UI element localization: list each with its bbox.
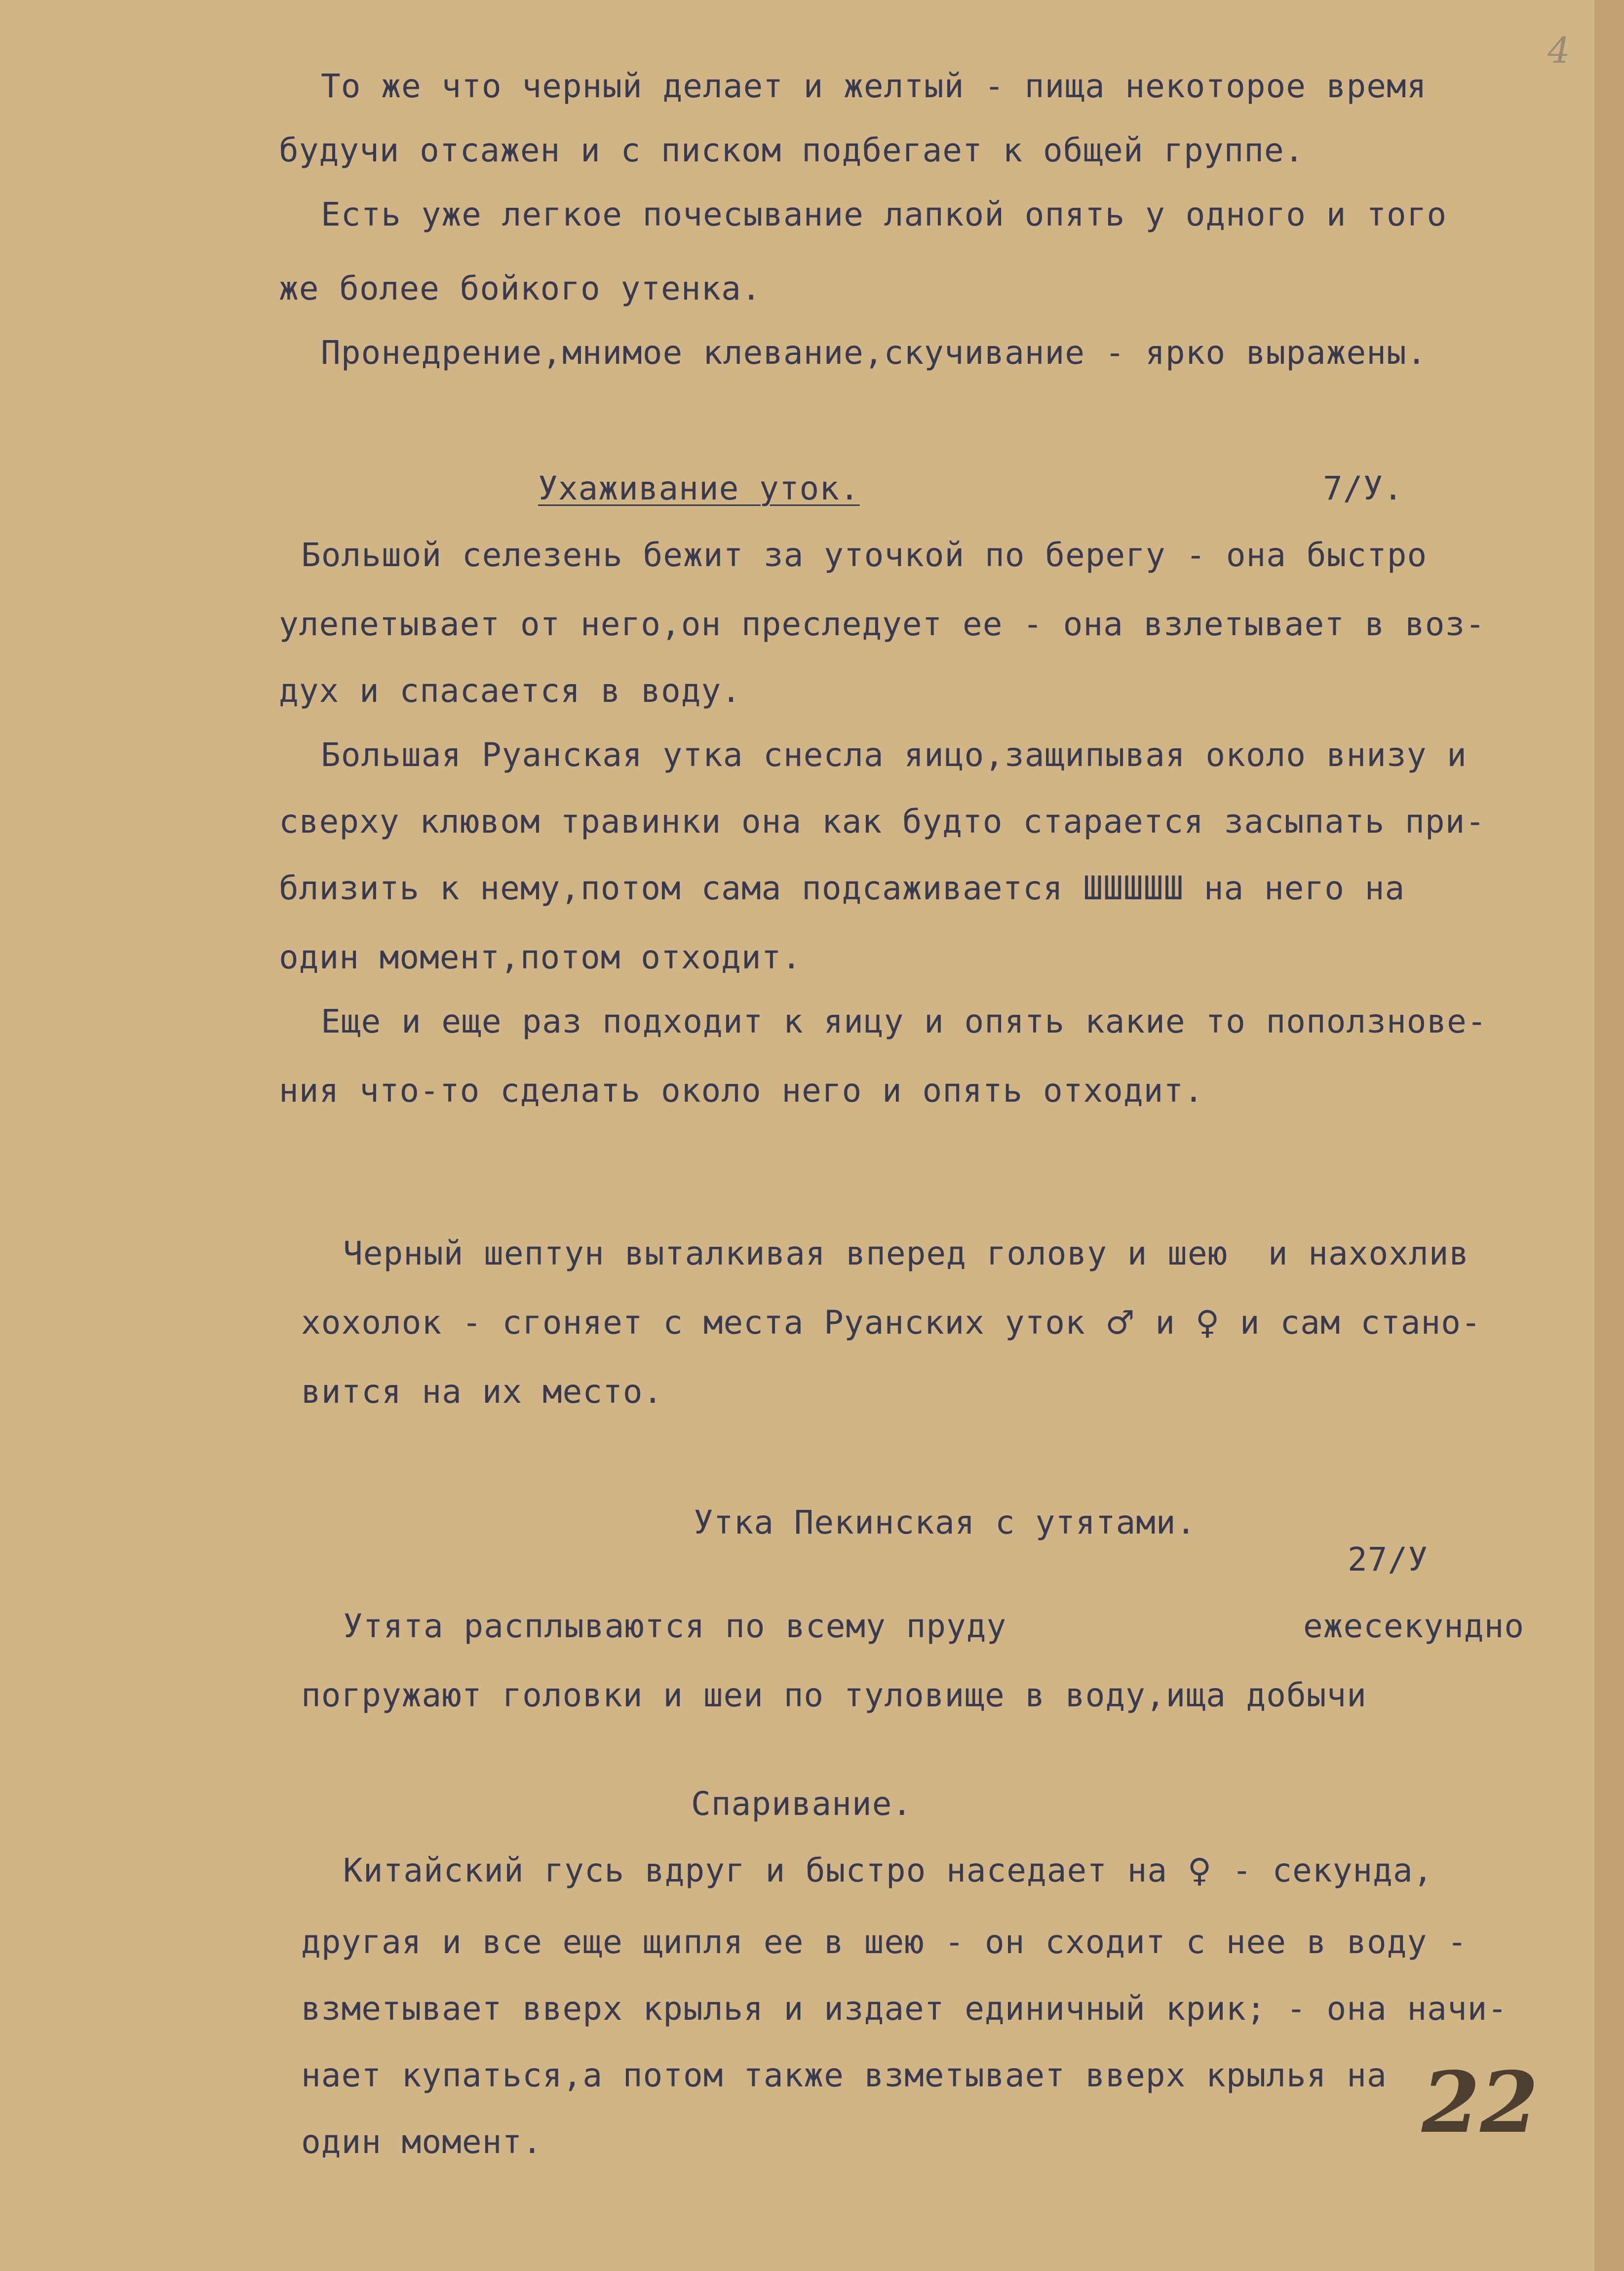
crested-line-2-text-a: хохолок - сгоняет с места Руанских уток bbox=[301, 1304, 1106, 1342]
sheet-number-handwritten: 22 bbox=[1422, 2053, 1539, 2152]
section-date-courtship: 7/У. bbox=[1323, 469, 1403, 507]
section-title-mating: Спаривание. bbox=[691, 1785, 913, 1823]
male-symbol: ♂ bbox=[1105, 1304, 1135, 1342]
intro-line-4: же более бойкого утенка. bbox=[279, 269, 762, 308]
intro-line-2: будучи отсажен и с писком подбегает к общей группе. bbox=[279, 131, 1305, 169]
mating-line-3: взметывает вверх крылья и издает единичный крик; - она начи- bbox=[301, 1990, 1508, 2028]
courtship-line-8: Еще и еще раз подходит к яицу и опять какие то поползнове- bbox=[321, 1002, 1487, 1040]
intro-line-5: Пронедрение,мнимое клевание,скучивание - ярко выражены. bbox=[321, 334, 1427, 372]
crested-line-3: вится на их место. bbox=[301, 1373, 663, 1411]
female-symbol-mating: ♀ bbox=[1187, 1851, 1212, 1889]
crested-line-1: Черный шептун выталкивая вперед голову и шею и нахохлив bbox=[343, 1234, 1469, 1272]
courtship-line-6: близить к нему,потом сама подсаживается ШШШШШ на него на bbox=[279, 869, 1405, 907]
mating-line-2: другая и все еще щипля ее в шею - он сходит с нее в воду - bbox=[301, 1923, 1468, 1961]
page-number-corner: 4 bbox=[1547, 30, 1570, 71]
mating-line-1 bbox=[343, 1851, 1433, 1890]
crested-line-2-text-c: и сам стано- bbox=[1220, 1304, 1481, 1342]
section-title-pekin: Утка Пекинская с утятами. bbox=[694, 1503, 1197, 1541]
crested-line-2 bbox=[301, 1303, 1481, 1343]
courtship-line-3: дух и спасается в воду. bbox=[279, 672, 741, 710]
courtship-line-4: Большая Руанская утка снесла яицо,защипывая около внизу и bbox=[321, 736, 1467, 774]
mating-line-1-text-b: - секунда, bbox=[1212, 1851, 1433, 1889]
courtship-line-1: Большой селезень бежит за уточкой по берегу - она быстро bbox=[301, 536, 1428, 574]
courtship-line-7: один момент,потом отходит. bbox=[279, 938, 802, 976]
pekin-line-1b: ежесекундно bbox=[1303, 1607, 1525, 1645]
female-symbol: ♀ bbox=[1195, 1304, 1220, 1342]
mating-line-1-text-a: Китайский гусь вдруг и быстро наседает на bbox=[343, 1851, 1188, 1889]
crested-line-2-text-b: и bbox=[1135, 1304, 1196, 1342]
intro-line-3: Есть уже легкое почесывание лапкой опять у одного и того bbox=[321, 195, 1447, 233]
courtship-line-9: ния что-то сделать около него и опять отходит. bbox=[279, 1072, 1204, 1110]
intro-line-1: То же что черный делает и желтый - пища некоторое время bbox=[321, 67, 1427, 105]
pekin-line-2: погружают головки и шеи по туловище в воду,ища добычи bbox=[301, 1676, 1367, 1714]
courtship-line-5: сверху клювом травинки она как будто старается засыпать при- bbox=[279, 803, 1486, 841]
mating-line-4: нает купаться,а потом также взметывает вверх крылья на bbox=[301, 2056, 1387, 2094]
pekin-line-1a: Утята расплываются по всему пруду bbox=[343, 1607, 1007, 1645]
paper-edge bbox=[1594, 0, 1624, 2271]
mating-line-5: один момент. bbox=[301, 2123, 542, 2161]
section-date-pekin: 27/У bbox=[1348, 1540, 1428, 1578]
section-title-courtship: Ухаживание уток. bbox=[538, 469, 860, 507]
courtship-line-2: улепетывает от него,он преследует ее - она взлетывает в воз- bbox=[279, 605, 1486, 643]
